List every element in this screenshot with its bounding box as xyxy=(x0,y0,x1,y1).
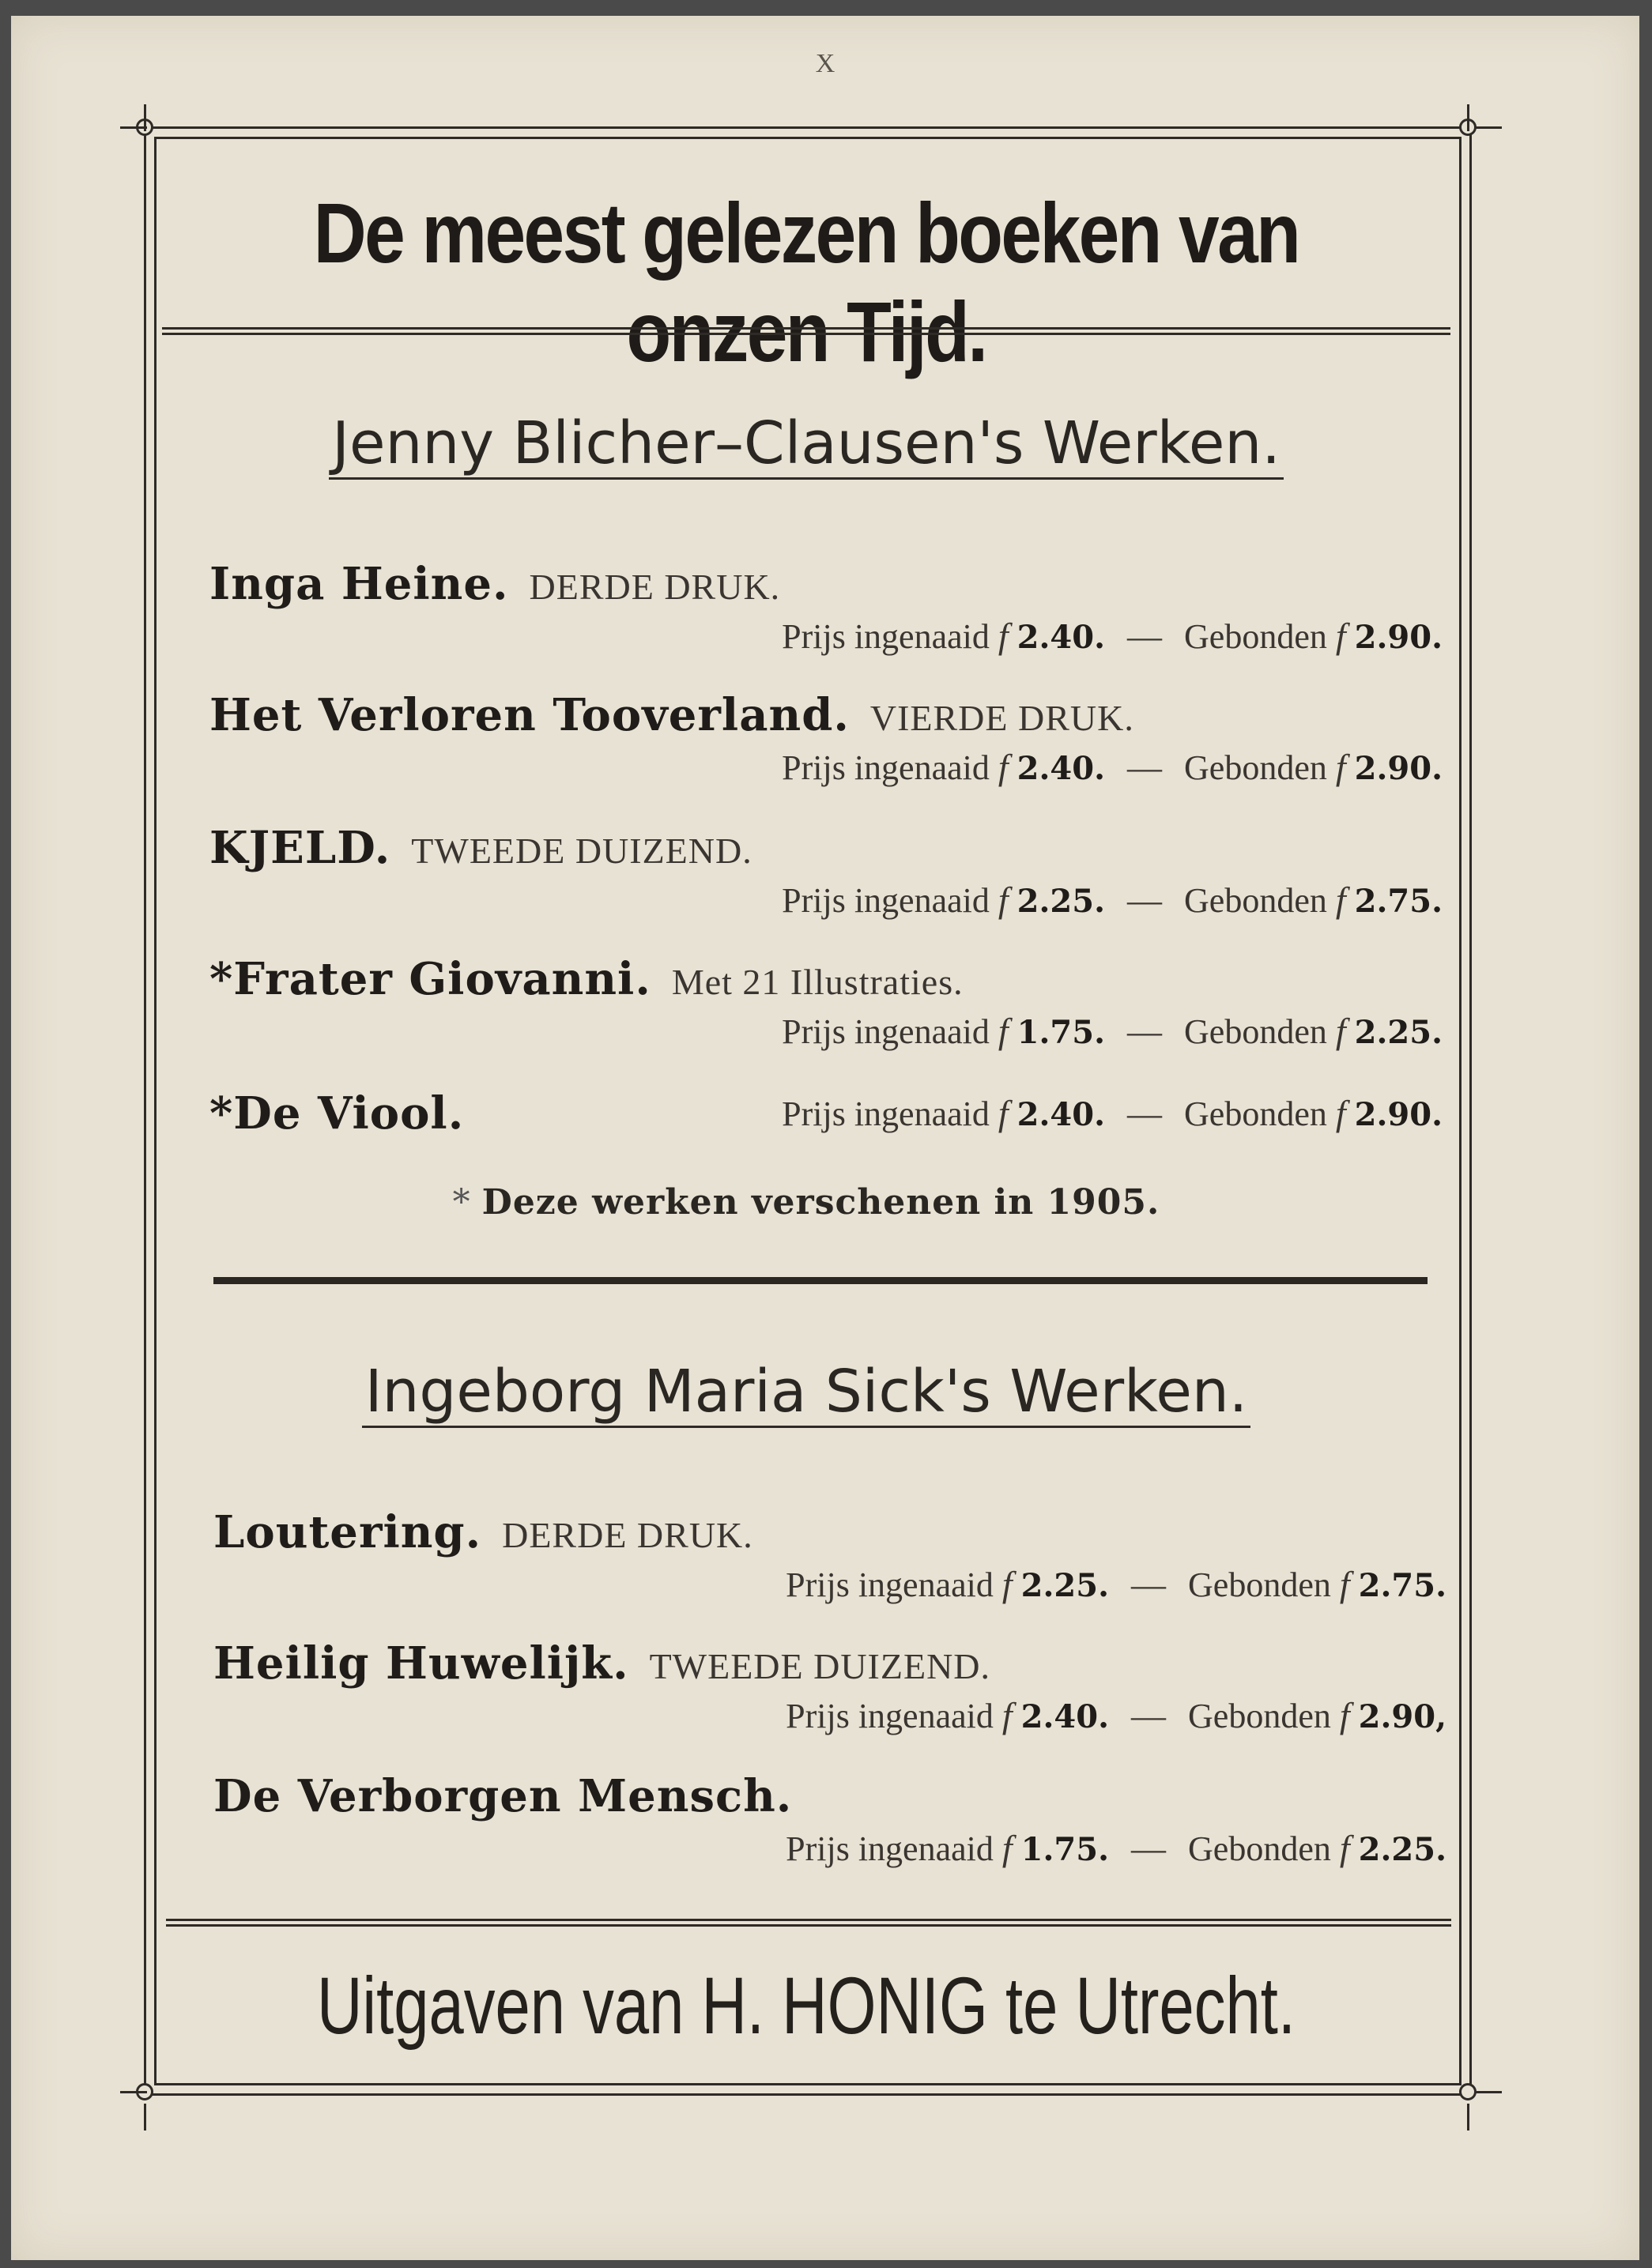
section-divider xyxy=(213,1277,1428,1284)
book-entry xyxy=(213,1770,1446,1868)
book-edition: DERDE DRUK. xyxy=(502,1515,753,1555)
book-title: *Frater Giovanni. xyxy=(209,953,651,1005)
corner-ornament-bottom-right xyxy=(1459,2083,1477,2100)
price-line: Prijs ingenaaid f 2.40. — Gebonden f 2.90, xyxy=(786,1695,1446,1735)
corner-tick xyxy=(1475,2091,1502,2093)
price-line: Prijs ingenaaid f 2.40. — Gebonden f 2.90. xyxy=(782,1093,1443,1133)
book-edition: DERDE DRUK. xyxy=(529,567,781,607)
book-entry xyxy=(213,1637,1446,1735)
price-line: Prijs ingenaaid f 2.25. — Gebonden f 2.75. xyxy=(786,1564,1446,1604)
price-line: Prijs ingenaaid f 2.25. — Gebonden f 2.75. xyxy=(782,880,1443,920)
book-edition: VIERDE DRUK. xyxy=(869,698,1134,738)
publisher-line: Uitgaven van H. HONIG te Utrecht. xyxy=(316,1961,1296,2051)
book-title: *De Viool. xyxy=(209,1087,465,1140)
page-number: X xyxy=(815,49,835,78)
corner-tick xyxy=(120,126,147,129)
price-line: Prijs ingenaaid f 2.40. — Gebonden f 2.90. xyxy=(782,616,1443,656)
book-title: Loutering. xyxy=(213,1506,482,1558)
book-entry xyxy=(209,689,1443,787)
book-edition: TWEEDE DUIZEND. xyxy=(649,1646,991,1686)
corner-tick xyxy=(1467,104,1469,131)
price-line: Prijs ingenaaid f 1.75. — Gebonden f 2.25. xyxy=(786,1828,1446,1868)
book-edition: Met 21 Illustraties. xyxy=(671,962,964,1002)
corner-tick xyxy=(1467,2104,1469,2130)
headline: De meest gelezen boeken van onzen Tijd. xyxy=(313,185,1299,379)
book-entry xyxy=(213,1506,1446,1604)
publication-note: * Deze werken verschenen in 1905. xyxy=(452,1182,1160,1223)
book-entry xyxy=(209,822,1443,920)
book-title: Het Verloren Tooverland. xyxy=(209,689,850,741)
author-heading-blicher-clausen: Jenny Blicher–Clausen's Werken. xyxy=(158,409,1454,480)
book-edition: TWEEDE DUIZEND. xyxy=(411,831,752,871)
book-title: Heilig Huwelijk. xyxy=(213,1637,629,1690)
headline-divider xyxy=(162,327,1450,335)
price-line: Prijs ingenaaid f 1.75. — Gebonden f 2.25. xyxy=(782,1011,1443,1051)
book-entry xyxy=(209,558,1443,656)
publisher-divider xyxy=(166,1919,1451,1927)
corner-tick xyxy=(1475,126,1502,129)
corner-tick xyxy=(144,2104,146,2130)
book-title: Inga Heine. xyxy=(209,558,509,610)
book-title: De Verborgen Mensch. xyxy=(213,1770,793,1822)
corner-tick xyxy=(120,2091,147,2093)
corner-tick xyxy=(144,104,146,131)
author-heading-sick: Ingeborg Maria Sick's Werken. xyxy=(158,1358,1454,1428)
book-entry xyxy=(209,1087,1443,1143)
price-line: Prijs ingenaaid f 2.40. — Gebonden f 2.90. xyxy=(782,747,1443,787)
book-entry xyxy=(209,953,1443,1051)
book-title: KJELD. xyxy=(209,822,391,874)
